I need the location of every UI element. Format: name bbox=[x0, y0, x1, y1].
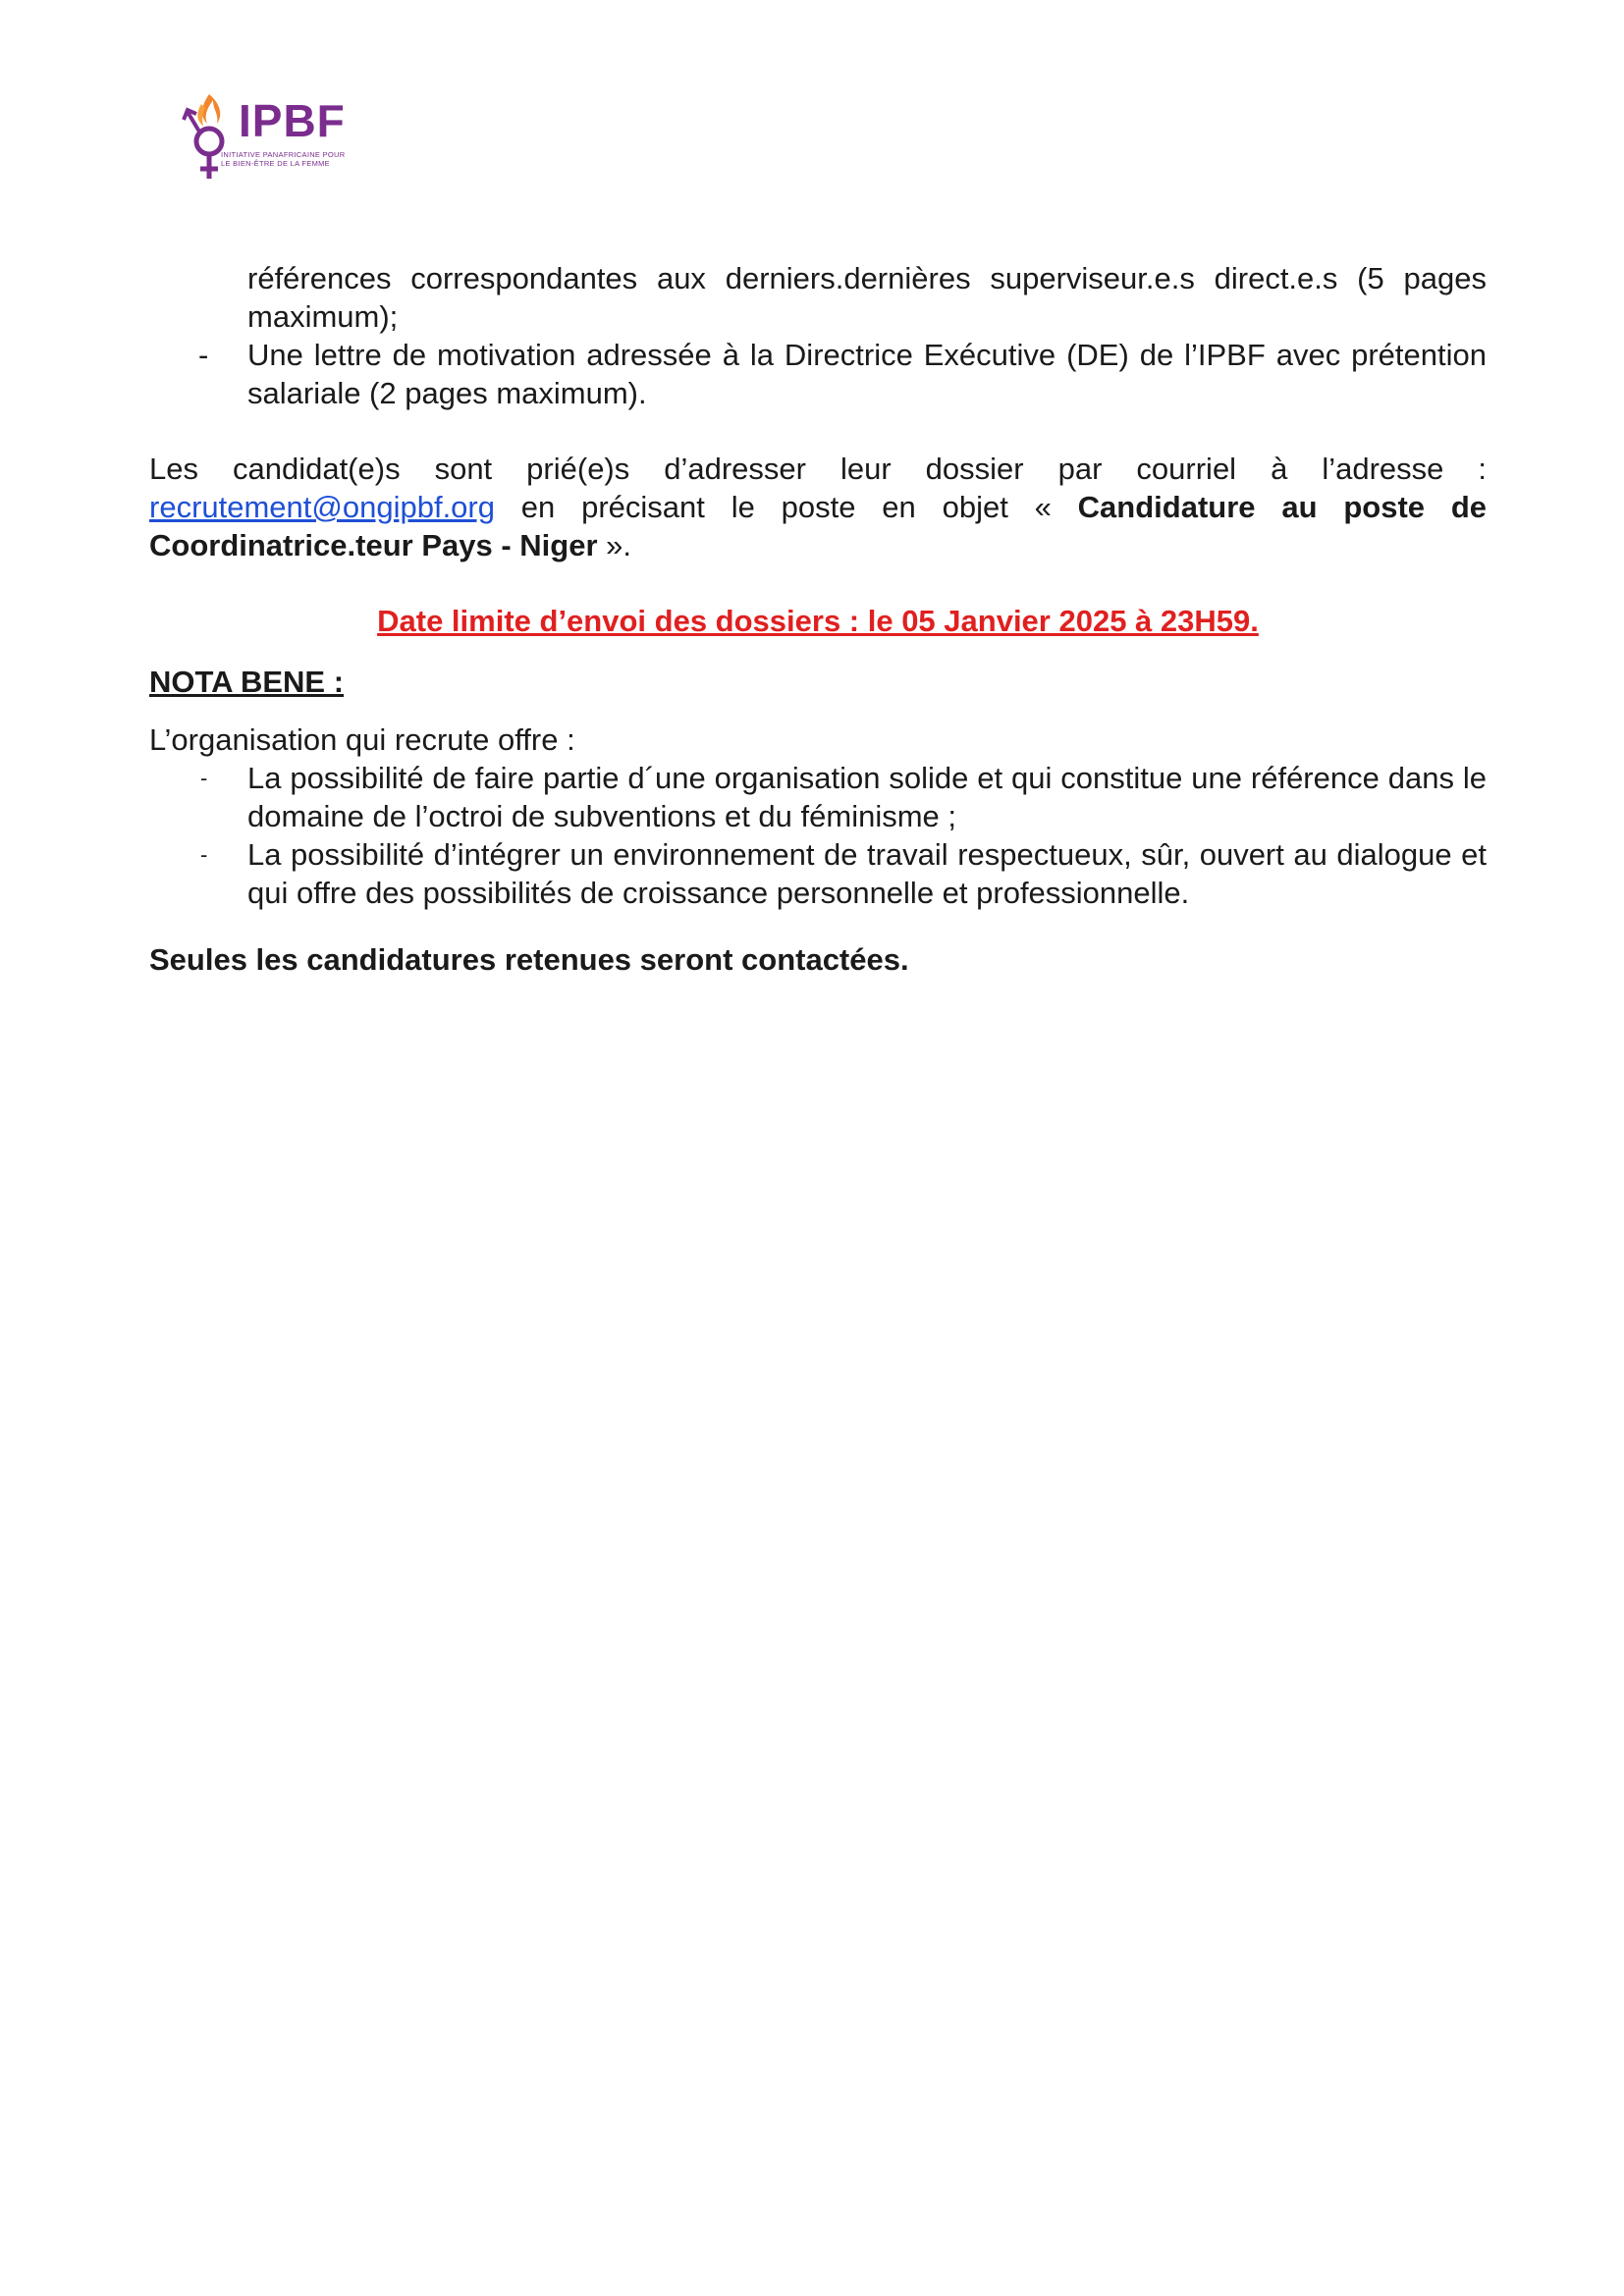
ipbf-logo bbox=[180, 90, 376, 185]
list-dash: - bbox=[200, 766, 208, 790]
list-continuation: références correspondantes aux derniers.dernières superviseur.e.s direct.e.s (5 pages maximum); bbox=[247, 261, 1487, 334]
deadline-notice: Date limite d’envoi des dossiers : le 05 Janvier 2025 à 23H59. bbox=[377, 604, 1259, 638]
nota-bene-item-2 bbox=[149, 835, 1487, 912]
closing-statement: Seules les candidatures retenues seront contactées. bbox=[149, 942, 909, 977]
list-dash: - bbox=[198, 338, 209, 372]
submission-paragraph: Les candidat(e)s sont prié(e)s d’adresser leur dossier par courriel à l’adresse : recrutement@ongipbf.org en précisant le poste en objet « Candidature au poste de Coordinatrice.teur Pays - Niger ». bbox=[149, 452, 1487, 562]
logo-wordmark: IPBF bbox=[239, 95, 346, 146]
logo-emblem-icon bbox=[180, 90, 239, 185]
list-item-cover-letter bbox=[149, 336, 1487, 412]
nota-bene-heading: NOTA BENE : bbox=[149, 665, 345, 699]
subject-line: Candidature au poste de Coordinatrice.teur Pays - Niger bbox=[149, 490, 1487, 562]
nota-bene-item-1 bbox=[149, 759, 1487, 835]
list-item-text: La possibilité de faire partie d´une organisation solide et qui constitue une référence dans le domaine de l’octroi de subventions et du féminisme ; bbox=[247, 761, 1487, 833]
list-item-text: Une lettre de motivation adressée à la Directrice Exécutive (DE) de l’IPBF avec prétention salariale (2 pages maximum). bbox=[247, 338, 1487, 410]
logo-tagline: INITIATIVE PANAFRICAINE POUR LE BIEN-ÊTRE DE LA FEMME bbox=[221, 150, 346, 168]
nota-bene-intro: L’organisation qui recrute offre : bbox=[149, 722, 575, 757]
email-link[interactable]: recrutement@ongipbf.org bbox=[149, 490, 495, 524]
list-item-text: La possibilité d’intégrer un environnement de travail respectueux, sûr, ouvert au dialogue et qui offre des possibilités de croissance personnelle et professionnelle. bbox=[247, 837, 1487, 910]
list-dash: - bbox=[200, 842, 208, 867]
